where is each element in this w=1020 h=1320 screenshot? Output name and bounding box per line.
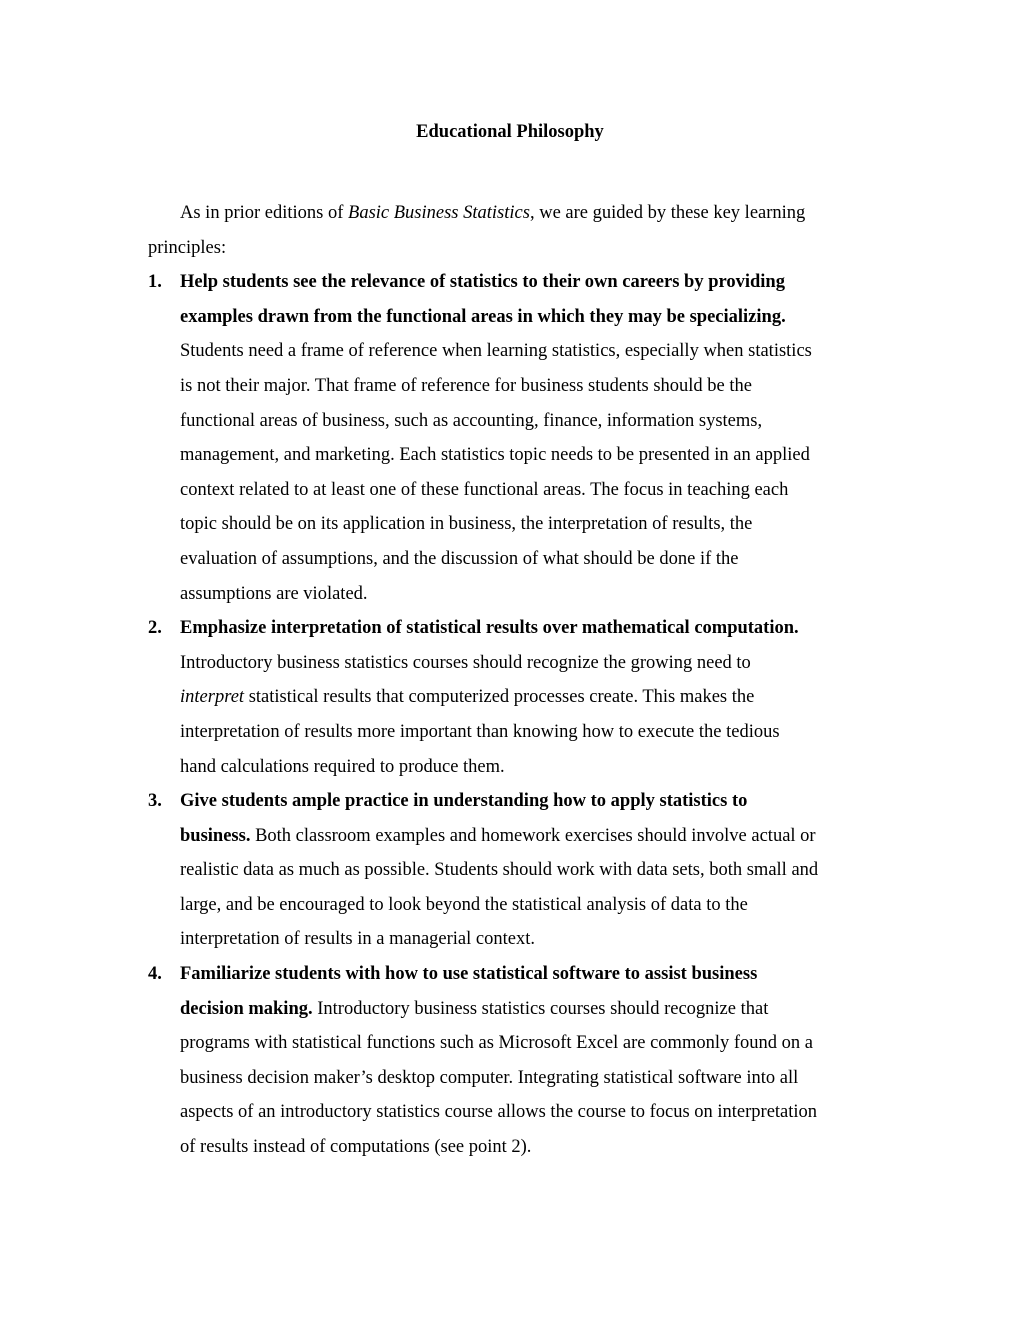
principle-line [180,922,876,957]
principles-list [148,265,876,1164]
principle-line [180,438,876,473]
principle-body-text: statistical results that computerized processes create. This makes the [244,687,755,708]
principle-line [180,853,876,888]
principle-line [180,992,876,1027]
principle-heading-text: examples drawn from the functional areas in which they may be specializing. [180,306,786,327]
intro-paragraph [148,196,876,265]
principle-body-text: business decision maker’s desktop computer. Integrating statistical software into all [180,1067,799,1088]
principle-number: 3. [148,791,162,812]
principle-body-text: Introductory business statistics courses should recognize the growing need to [180,652,751,673]
book-title: Basic Business Statistics [348,203,530,223]
principle-heading-text: Help students see the relevance of statistics to their own careers by providing [180,272,785,293]
principle-body-text: of results instead of computations (see point 2). [180,1137,532,1158]
principle-heading-text: Give students ample practice in understanding how to apply statistics to [180,791,748,812]
principle-line [180,750,876,785]
principle-item [148,611,876,784]
principle-body-text: programs with statistical functions such as Microsoft Excel are commonly found on a [180,1033,813,1054]
principle-body-text: Both classroom examples and homework exercises should involve actual or [250,825,816,846]
principle-body-text: interpretation of results more important than knowing how to execute the tedious [180,721,780,742]
page-title: Educational Philosophy [416,122,604,142]
principle-item [148,784,876,957]
principle-line [180,715,876,750]
principle-line [180,1095,876,1130]
principle-heading-text: decision making. [180,998,313,1019]
principle-body-text: realistic data as much as possible. Students should work with data sets, both small and [180,860,819,881]
principle-body-text: hand calculations required to produce them. [180,756,505,777]
principle-body-text: functional areas of business, such as accounting, finance, information systems, [180,410,763,431]
principle-heading-text: Familiarize students with how to use statistical software to assist business [180,964,758,985]
principle-body-text: management, and marketing. Each statistics topic needs to be presented in an applied [180,445,810,466]
principle-item [148,265,876,611]
principle-line [180,646,876,681]
principle-line [180,334,876,369]
intro-line-2: principles: [148,237,227,258]
principle-line [180,404,876,439]
principle-body-text: Introductory business statistics courses should recognize that [312,998,769,1019]
principle-line [180,1130,876,1165]
principle-number: 2. [148,618,162,639]
principle-body-text: assumptions are violated. [180,583,368,604]
principle-line [180,577,876,612]
principle-body-text: large, and be encouraged to look beyond the statistical analysis of data to the [180,894,748,915]
principle-line [180,300,876,335]
principle-line [180,1026,876,1061]
principle-line [180,784,876,819]
principle-heading-text: Emphasize interpretation of statistical results over mathematical computation. [180,618,799,639]
principle-heading-text: business. [180,825,251,846]
principle-number: 4. [148,964,162,985]
principle-number: 1. [148,272,162,293]
principle-line [180,957,876,992]
principle-line [180,265,876,300]
intro-line [180,203,805,223]
intro-text-before: As in prior editions of [180,203,349,223]
principle-body-text: Students need a frame of reference when learning statistics, especially when statistics [180,341,812,362]
principle-line [180,507,876,542]
principle-line [180,680,876,715]
principle-line [180,369,876,404]
principle-body-text: aspects of an introductory statistics course allows the course to focus on interpretation [180,1102,818,1123]
principle-body-text: is not their major. That frame of reference for business students should be the [180,375,752,396]
principle-body-text: interpretation of results in a managerial context. [180,929,535,950]
intro-text-after: , we are guided by these key learning [529,203,806,223]
principle-line [180,1061,876,1096]
principle-line [180,819,876,854]
principle-line [180,611,876,646]
document-body [148,196,876,1165]
principle-line [180,542,876,577]
principle-line [180,473,876,508]
principle-body-text: context related to at least one of these functional areas. The focus in teaching each [180,479,789,500]
principle-line [180,888,876,923]
principle-body-text: topic should be on its application in business, the interpretation of results, the [180,514,753,535]
emphasized-word: interpret [180,687,245,708]
principle-item [148,957,876,1165]
principle-body-text: evaluation of assumptions, and the discussion of what should be done if the [180,548,739,569]
